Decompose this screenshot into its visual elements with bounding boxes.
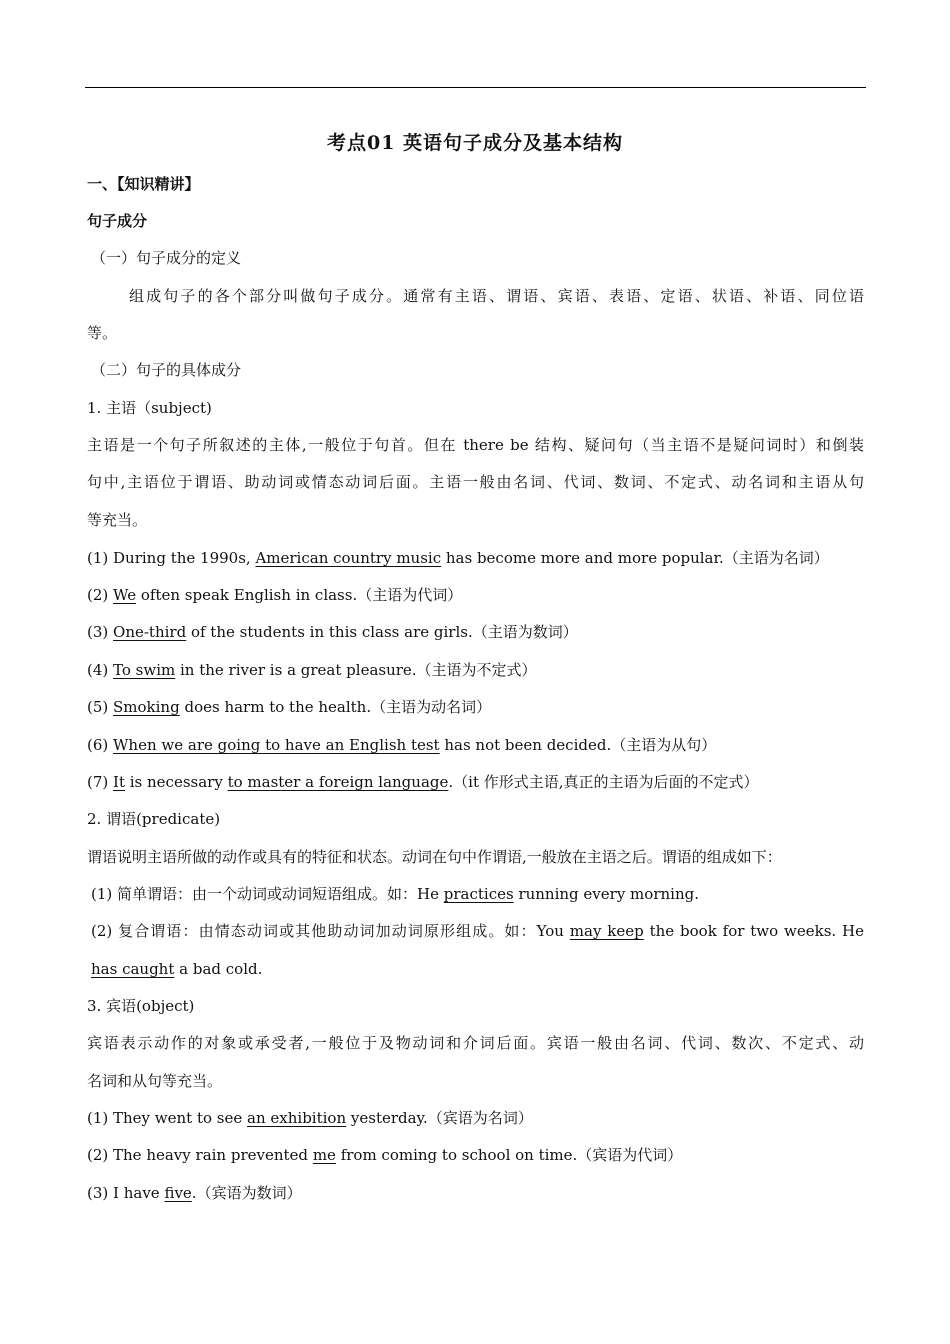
underlined-phrase: practices [443, 885, 514, 903]
subject-desc: 主语是一个句子所叙述的主体,一般位于句首。但在 there be 结构、疑问句（当主语不是疑问词时）和倒装 [87, 436, 864, 454]
example-line: (3) I have five.（宾语为数词） [87, 1184, 302, 1202]
definition-text-end: 等。 [87, 324, 118, 342]
underlined-phrase: an exhibition [247, 1109, 347, 1127]
underlined-phrase: To swim [113, 661, 176, 679]
underlined-phrase: We [113, 586, 137, 604]
compound-predicate-line-end: has caught a bad cold. [91, 960, 263, 978]
definition-heading: （一）句子成分的定义 [91, 249, 242, 267]
underlined-phrase: It [113, 773, 125, 791]
simple-predicate-line: (1) 简单谓语：由一个动词或动词短语组成。如：He practices running every morning. [91, 885, 699, 903]
underlined-phrase: to master a foreign language [227, 773, 449, 791]
definition-text: 组成句子的各个部分叫做句子成分。通常有主语、谓语、宾语、表语、定语、状语、补语、同位语 [129, 287, 864, 305]
concrete-heading: （二）句子的具体成分 [91, 361, 242, 379]
underlined-phrase: American country music [255, 549, 442, 567]
object-desc: 宾语表示动作的对象或承受者,一般位于及物动词和介词后面。宾语一般由名词、代词、数次、不定式、动 [87, 1034, 864, 1052]
object-heading: 3. 宾语(object) [87, 997, 195, 1015]
example-line: (4) To swim in the river is a great pleasure.（主语为不定式） [87, 661, 537, 679]
predicate-heading: 2. 谓语(predicate) [87, 810, 221, 828]
example-line: (1) During the 1990s, American country music has become more and more popular.（主语为名词） [87, 549, 829, 567]
section-heading: 一、【知识精讲】 [87, 175, 200, 193]
subject-desc: 等充当。 [87, 511, 148, 529]
predicate-desc: 谓语说明主语所做的动作或具有的特征和状态。动词在句中作谓语,一般放在主语之后。谓语的组成如下： [87, 848, 782, 866]
example-line: (7) It is necessary to master a foreign language.（it 作形式主语,真正的主语为后面的不定式） [87, 773, 759, 791]
underlined-phrase: Smoking [113, 698, 180, 716]
example-line: (3) One-third of the students in this class are girls.（主语为数词） [87, 623, 578, 641]
header-rule [85, 87, 866, 88]
example-line: (6) When we are going to have an English test has not been decided.（主语为从句） [87, 736, 717, 754]
example-line: (2) The heavy rain prevented me from coming to school on time.（宾语为代词） [87, 1146, 683, 1164]
subject-heading: 1. 主语（subject) [87, 399, 212, 417]
underlined-phrase: me [312, 1146, 336, 1164]
compound-predicate-line: (2) 复合谓语：由情态动词或其他助动词加动词原形组成。如：You may keep the book for two weeks. He [91, 922, 864, 940]
underlined-phrase: has caught [91, 960, 175, 978]
object-desc: 名词和从句等充当。 [87, 1072, 223, 1090]
underlined-phrase: may keep [569, 922, 644, 940]
sub-heading: 句子成分 [87, 212, 148, 230]
example-line: (5) Smoking does harm to the health.（主语为动名词） [87, 698, 492, 716]
page-title: 考点01 英语句子成分及基本结构 [326, 132, 624, 154]
example-line: (2) We often speak English in class.（主语为代词） [87, 586, 463, 604]
underlined-phrase: One-third [113, 623, 187, 641]
underlined-phrase: When we are going to have an English test [113, 736, 440, 754]
subject-desc: 句中,主语位于谓语、助动词或情态动词后面。主语一般由名词、代词、数词、不定式、动名词和主语从句 [87, 473, 864, 491]
underlined-phrase: five [164, 1184, 192, 1202]
example-line: (1) They went to see an exhibition yesterday.（宾语为名词） [87, 1109, 533, 1127]
